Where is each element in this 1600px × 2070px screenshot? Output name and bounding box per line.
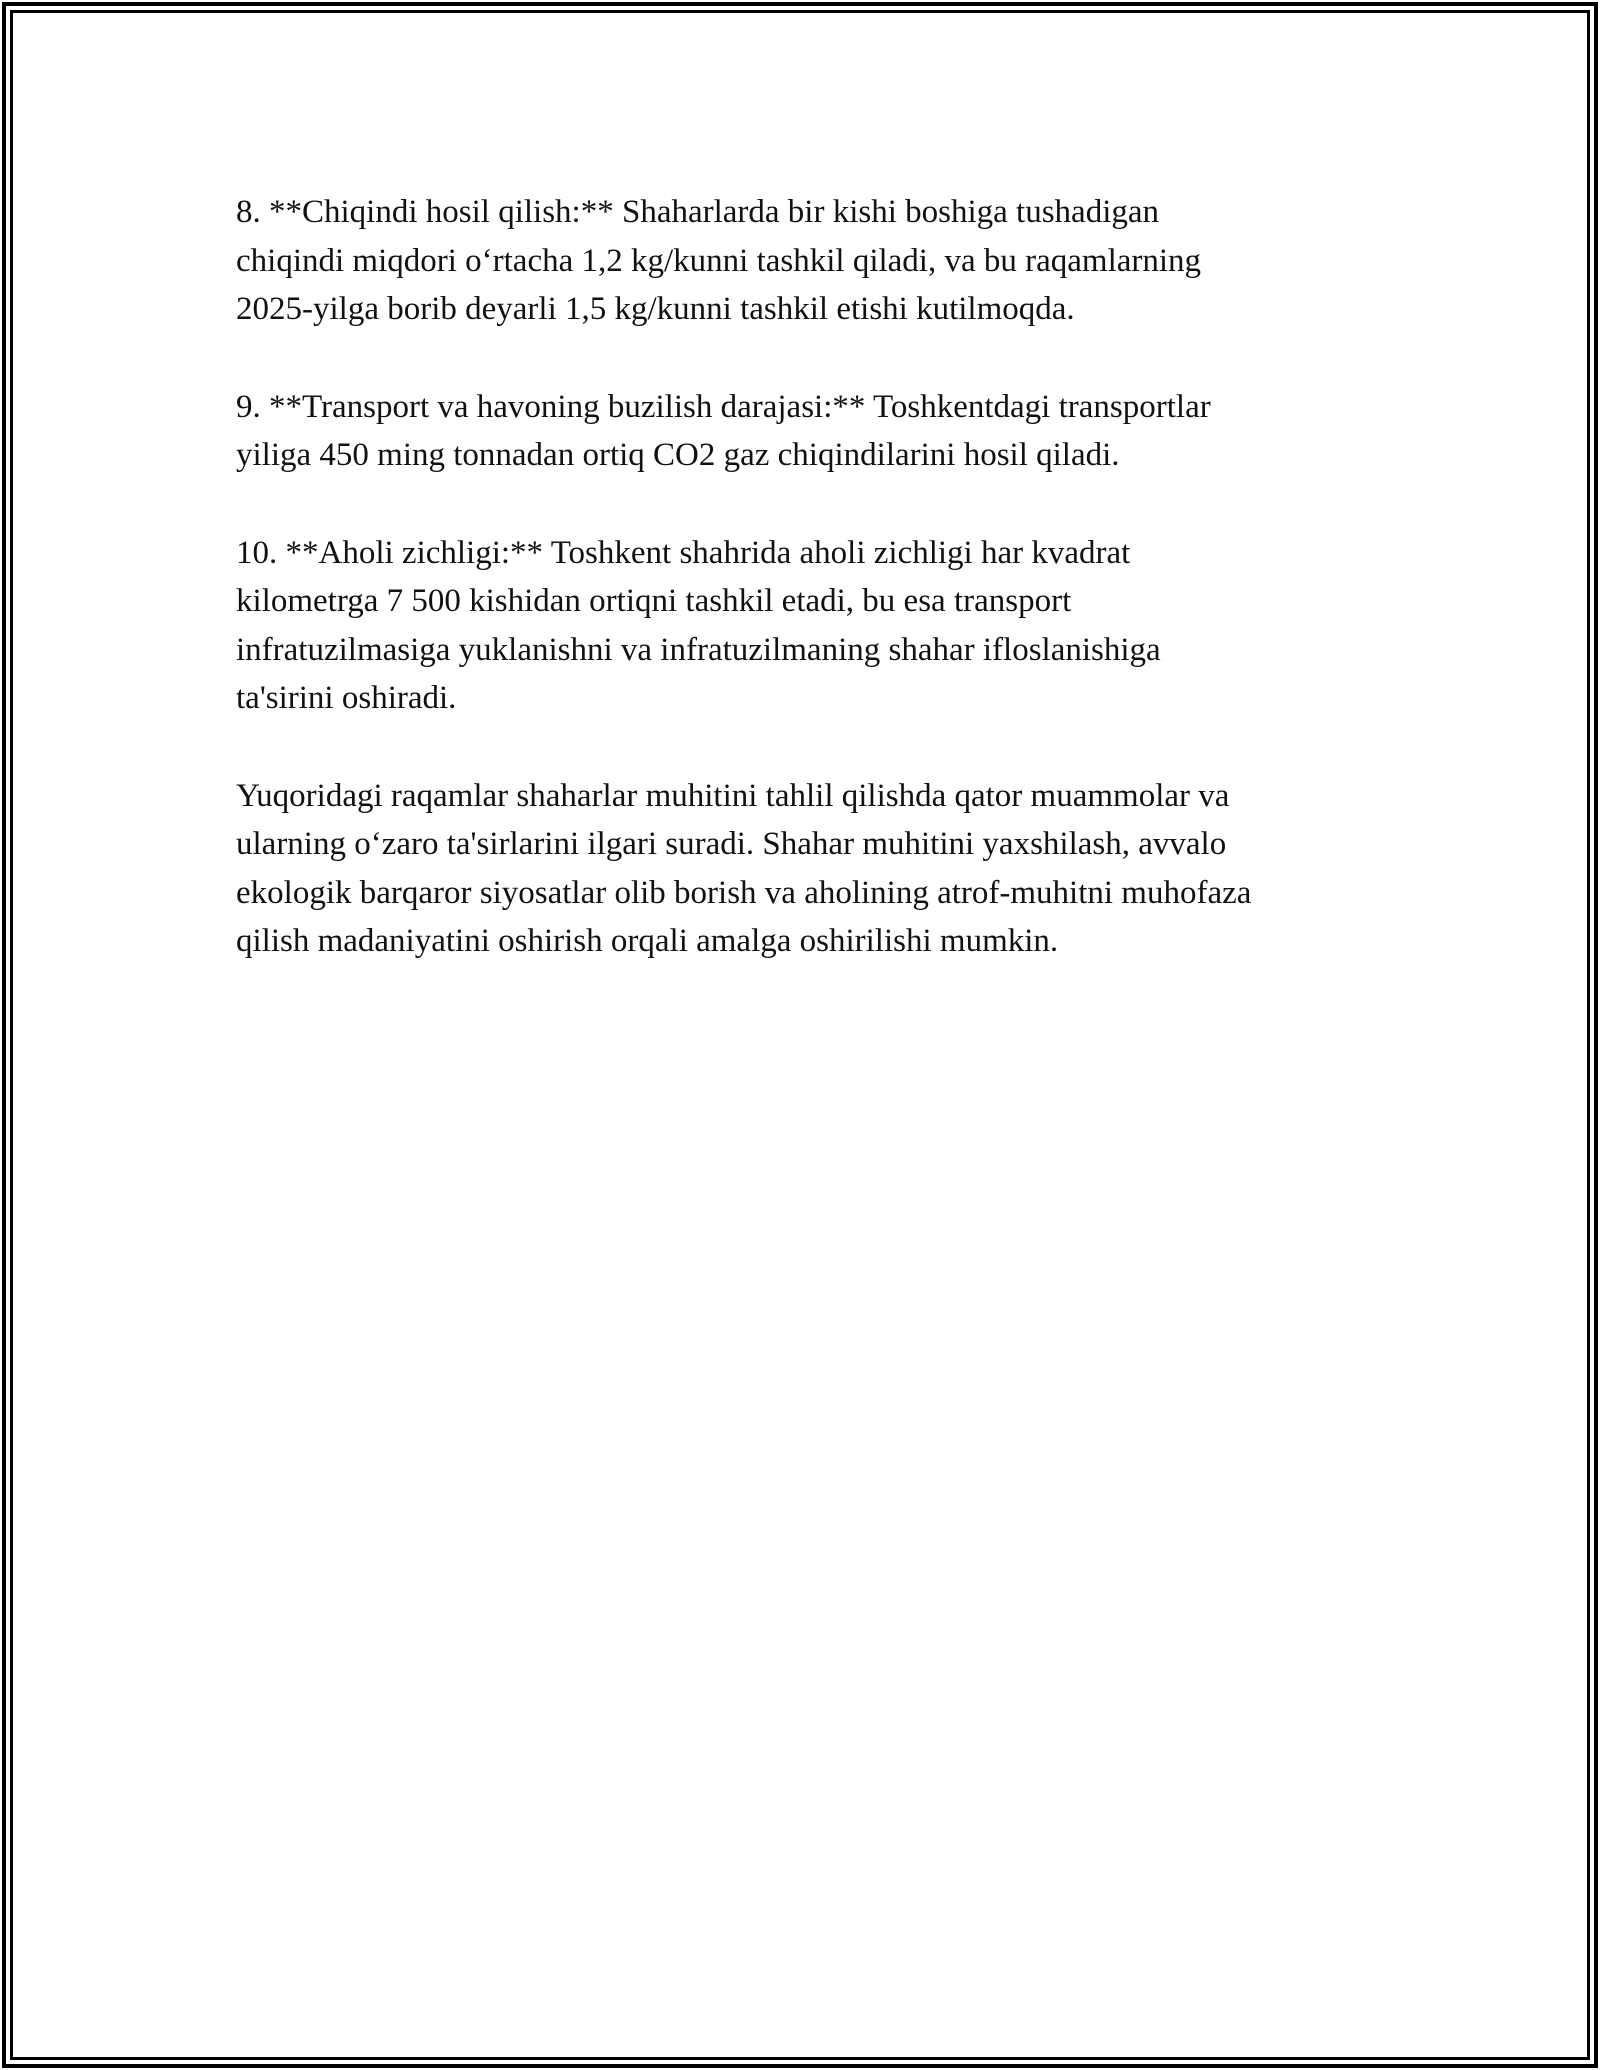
paragraph-transport-pollution: 9. **Transport va havoning buzilish darajasi:** Toshkentdagi transportlar yiliga 450 ming tonnadan ortiq CO2 gaz chiqindilarini hosil qiladi. xyxy=(236,388,1211,473)
document-body xyxy=(236,188,1376,1015)
paragraph-population-density: 10. **Aholi zichligi:** Toshkent shahrida aholi zichligi har kvadrat kilometrga 7 500 kishidan ortiqni tashkil etadi, bu esa transport infratuzilmasiga yuklanishni va infratuzilmaning shahar ifloslanishiga ta'sirini oshiradi. xyxy=(236,534,1161,716)
paragraph-waste-generation: 8. **Chiqindi hosil qilish:** Shaharlarda bir kishi boshiga tushadigan chiqindi miqdori o‘rtacha 1,2 kg/kunni tashkil qiladi, va bu raqamlarning 2025-yilga borib deyarli 1,5 kg/kunni tashkil etishi kutilmoqda. xyxy=(236,194,1202,327)
paragraph-conclusion: Yuqoridagi raqamlar shaharlar muhitini tahlil qilishda qator muammolar va ularning o‘zaro ta'sirlarini ilgari suradi. Shahar muhitini yaxshilash, avvalo ekologik barqaror siyosatlar olib borish va aholining atrof-muhitni muhofaza qilish madaniyatini oshirish orqali amalga oshirilishi mumkin. xyxy=(236,777,1252,959)
